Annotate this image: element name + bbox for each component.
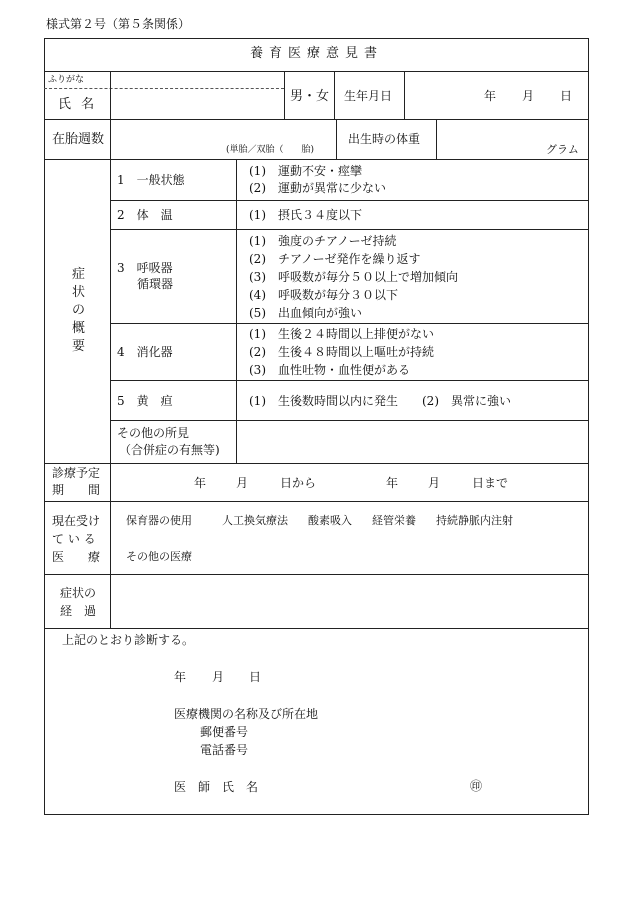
symptom-category: 2 体 温 — [117, 208, 173, 222]
dob-label: 生年月日 — [344, 89, 393, 103]
dob-month-unit: 月 — [522, 89, 535, 103]
progress-label: 経 過 — [60, 604, 97, 618]
furigana-label: ふりがな — [48, 75, 85, 85]
symptom-category: 循環器 — [137, 277, 174, 291]
period-month-unit: 月 — [236, 476, 249, 490]
form-title: 養育医療意見書 — [249, 46, 383, 61]
symptom-item[interactable]: (1) 摂氏３４度以下 — [249, 208, 362, 222]
symptoms-label-char: 概 — [72, 321, 86, 336]
progress-field[interactable] — [111, 575, 587, 627]
period-year-unit: 年 — [386, 476, 399, 490]
statement-text: 上記のとおり診断する。 — [62, 633, 195, 647]
current-care-label: 現在受け — [52, 514, 101, 528]
name-field[interactable] — [111, 89, 283, 118]
name-label: 氏 名 — [58, 97, 98, 112]
birth-weight-unit: グラム — [546, 143, 579, 156]
current-care-label: て い る — [52, 532, 96, 546]
symptom-item[interactable]: (2) 生後４８時間以上嘔吐が持続 — [249, 345, 434, 359]
period-label: 診療予定 — [52, 466, 101, 480]
doctor-name-label: 医 師 氏 名 — [174, 780, 259, 794]
gestation-label: 在胎週数 — [52, 132, 105, 147]
symptoms-label-char: の — [72, 303, 86, 318]
sign-month-unit: 月 — [212, 670, 225, 684]
gestation-note: (単胎／双胎（ 胎) — [226, 145, 315, 155]
form-number-label: 様式第２号（第５条関係） — [46, 17, 191, 31]
symptom-category: 3 呼吸器 — [117, 261, 173, 275]
phone-label: 電話番号 — [200, 743, 249, 757]
sex-selector[interactable]: 男・女 — [290, 89, 330, 104]
symptom-item[interactable]: (1) 運動不安・痙攣 — [249, 164, 362, 178]
other-findings-field[interactable] — [237, 421, 587, 462]
period-month-unit: 月 — [428, 476, 441, 490]
period-from-unit: 日から — [280, 476, 317, 490]
symptoms-label-char: 要 — [72, 339, 86, 354]
dob-year-unit: 年 — [484, 89, 497, 103]
symptom-item[interactable]: (2) チアノーゼ発作を繰り返す — [249, 252, 421, 266]
symptom-item[interactable]: (3) 血性吐物・血性便がある — [249, 363, 410, 377]
period-label: 期 間 — [52, 483, 101, 497]
period-field[interactable] — [111, 464, 587, 500]
institution-label: 医療機関の名称及び所在地 — [174, 707, 319, 721]
period-year-unit: 年 — [194, 476, 207, 490]
symptom-item[interactable]: (2) 運動が異常に少ない — [249, 181, 386, 195]
symptom-item[interactable]: (1) 生後数時間以内に発生 (2) 異常に強い — [249, 394, 511, 408]
doctor-name-field[interactable] — [270, 776, 460, 796]
period-to-unit: 日まで — [472, 476, 509, 490]
postal-label: 郵便番号 — [200, 725, 249, 739]
dob-day-unit: 日 — [560, 89, 573, 103]
symptom-category: 1 一般状態 — [117, 173, 185, 187]
birth-weight-label: 出生時の体重 — [348, 132, 421, 146]
care-option-other[interactable]: その他の医療 — [126, 550, 192, 563]
other-findings-label: （合併症の有無等) — [119, 443, 220, 457]
symptom-category: 5 黄 疸 — [117, 394, 173, 408]
symptoms-label-char: 症 — [72, 267, 86, 282]
current-care-label: 医 療 — [52, 550, 101, 564]
symptom-item[interactable]: (5) 出血傾向が強い — [249, 306, 362, 320]
seal-mark: ㊞ — [470, 779, 483, 793]
care-option-ventilation[interactable]: 人工換気療法 — [222, 514, 288, 527]
symptom-item[interactable]: (4) 呼吸数が毎分３０以下 — [249, 288, 398, 302]
symptom-item[interactable]: (3) 呼吸数が毎分５０以上で増加傾向 — [249, 270, 458, 284]
care-option-oxygen[interactable]: 酸素吸入 — [308, 514, 352, 527]
symptoms-label-char: 状 — [72, 285, 86, 300]
care-option-tube-feeding[interactable]: 経管栄養 — [372, 514, 416, 527]
other-findings-label: その他の所見 — [117, 426, 190, 440]
symptom-item[interactable]: (1) 強度のチアノーゼ持続 — [249, 234, 397, 248]
furigana-field[interactable] — [111, 72, 283, 88]
symptom-category: 4 消化器 — [117, 345, 173, 359]
sign-year-unit: 年 — [174, 670, 187, 684]
care-option-iv-infusion[interactable]: 持続静脈内注射 — [436, 514, 513, 527]
progress-label: 症状の — [60, 586, 97, 600]
symptom-item[interactable]: (1) 生後２４時間以上排便がない — [249, 327, 434, 341]
care-option-incubator[interactable]: 保育器の使用 — [126, 514, 192, 527]
sign-day-unit: 日 — [249, 670, 262, 684]
